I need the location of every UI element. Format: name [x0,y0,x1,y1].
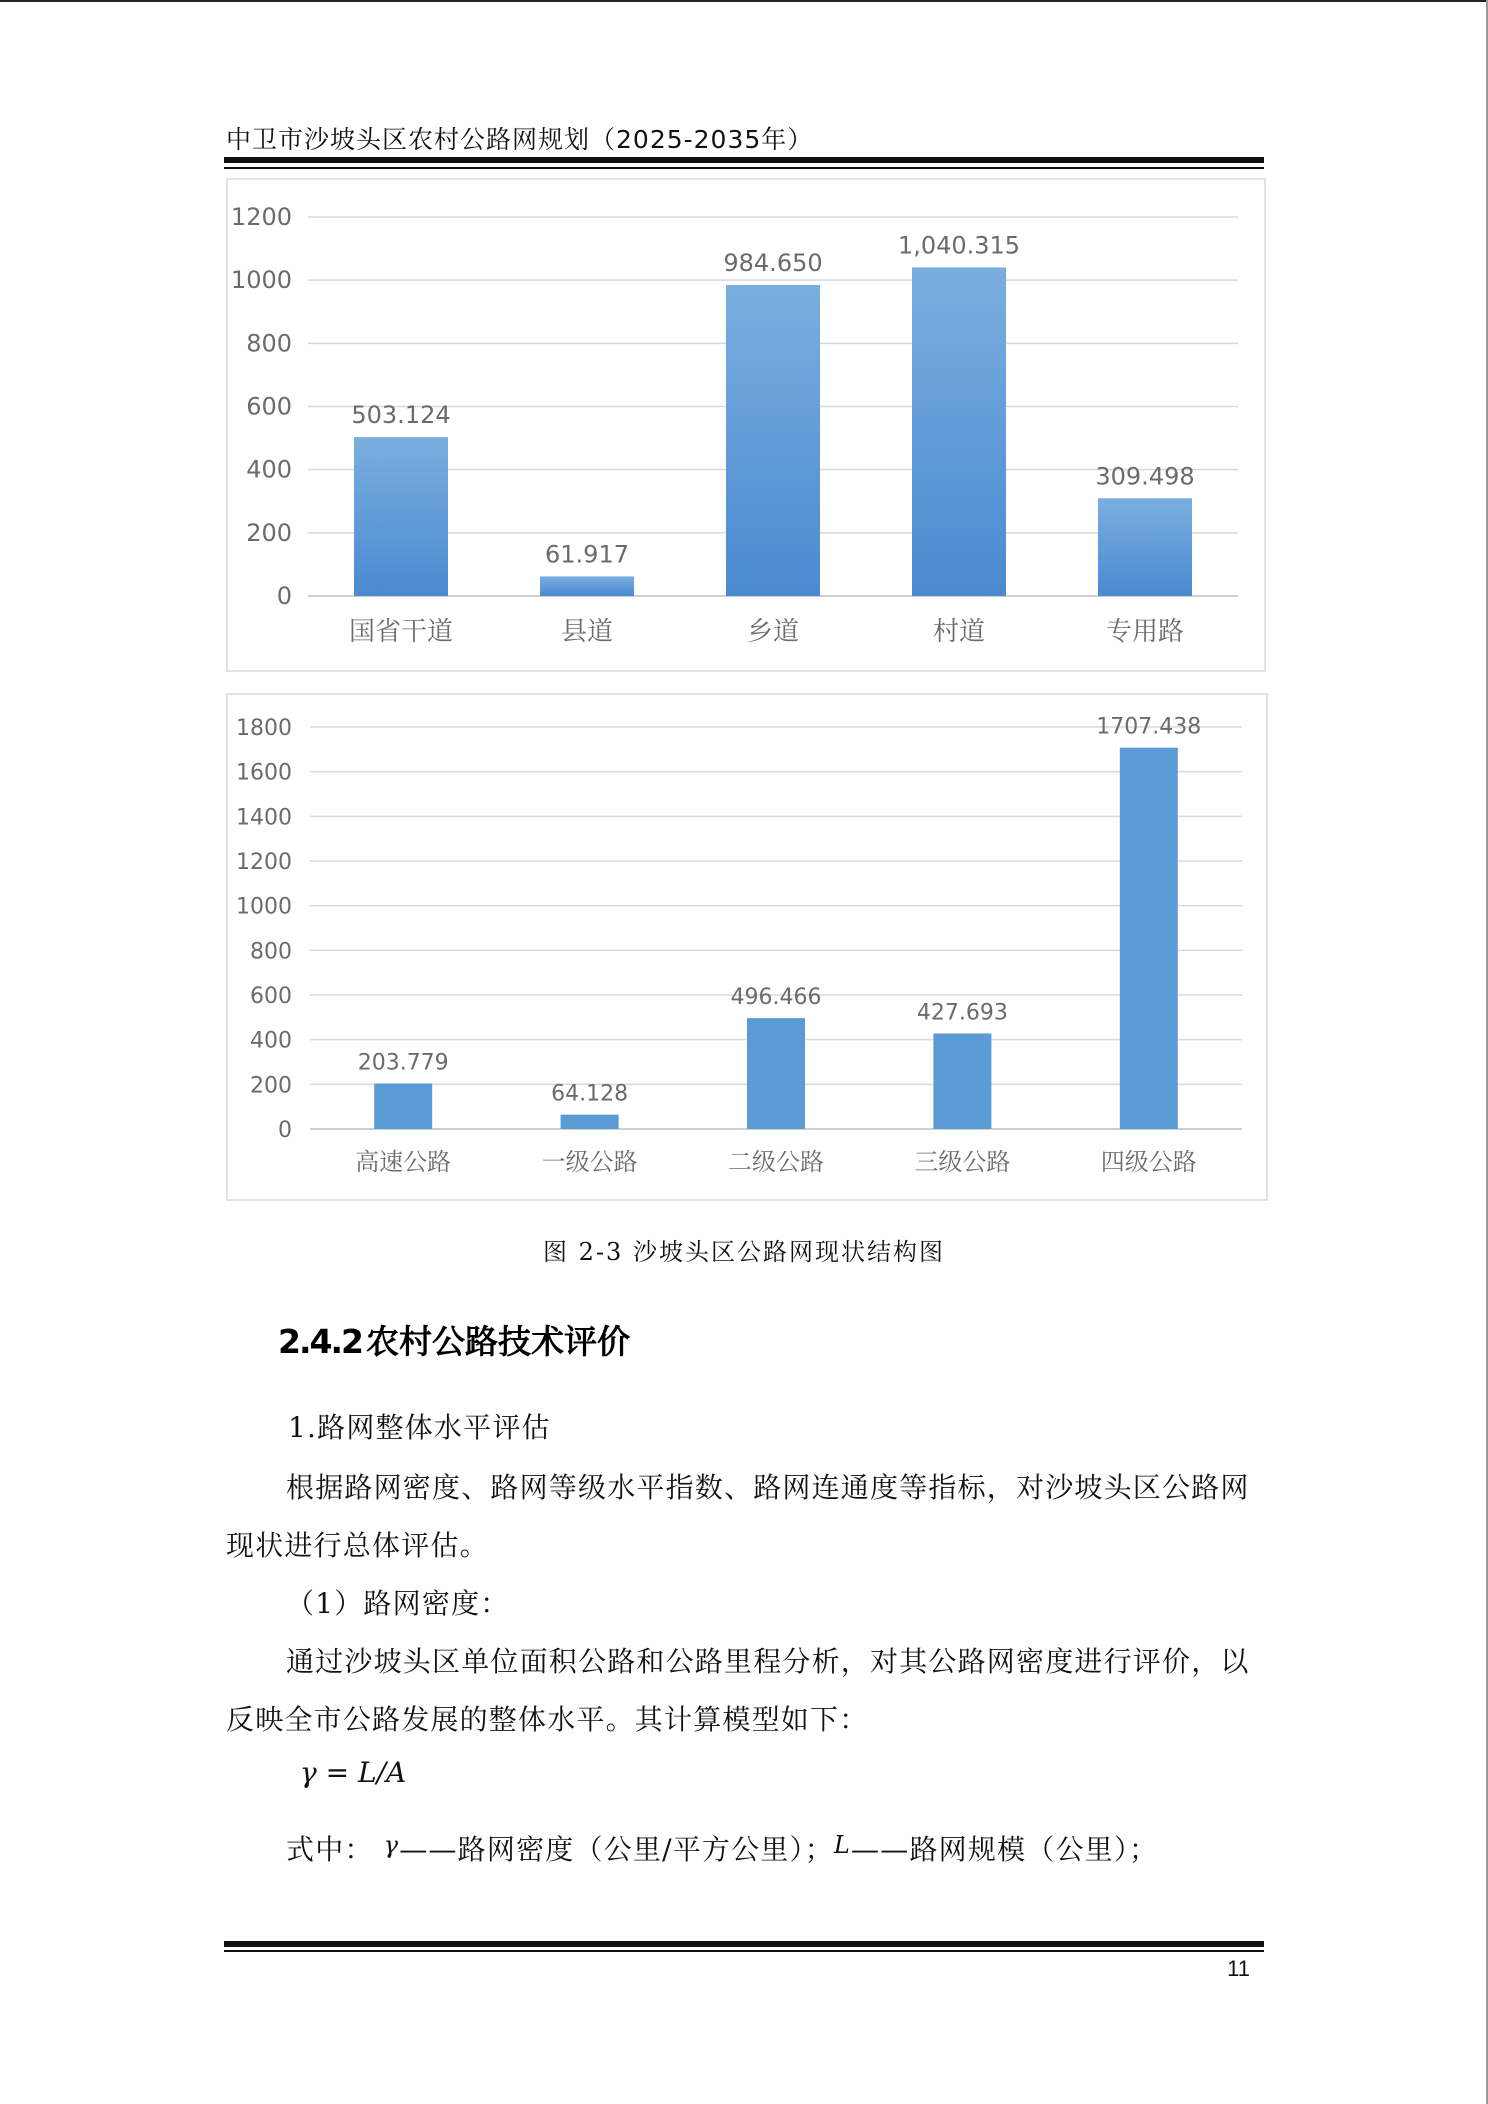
bar [1120,748,1178,1129]
document-header-title: 中卫市沙坡头区农村公路网规划（2025-2035年） [226,125,814,154]
data-label: 1707.438 [1096,714,1202,740]
bar [354,437,448,596]
chart-road-admin-level [226,178,1266,672]
bar [747,1018,805,1129]
x-category-label: 高速公路 [355,1148,452,1176]
data-label: 64.128 [551,1081,629,1107]
footer-rule-thin [224,1950,1264,1952]
y-tick-label: 200 [246,518,292,547]
section-title: 农村公路技术评价 [365,1322,630,1361]
x-category-label: 村道 [932,617,986,647]
section-heading [278,1316,630,1363]
x-category-label: 四级公路 [1100,1148,1197,1176]
y-tick-label: 1600 [236,760,292,786]
bar [933,1033,991,1129]
y-tick-label: 1800 [236,716,292,741]
x-category-label: 一级公路 [541,1148,638,1176]
bar [561,1115,619,1129]
bar [374,1083,432,1129]
paragraph-2-line-2: 反映全市公路发展的整体水平。其计算模型如下： [226,1703,869,1736]
data-label: 496.466 [730,985,822,1011]
page-top-border [0,0,1488,2]
chart-road-technical-grade [226,693,1268,1201]
data-label: 61.917 [545,540,629,569]
item-1-heading: 1.路网整体水平评估 [288,1411,551,1444]
y-tick-label: 1200 [230,203,292,231]
header-rule-thick [224,157,1264,163]
y-tick-label: 400 [246,455,292,484]
data-label: 503.124 [351,401,451,430]
y-tick-label: 600 [246,392,292,421]
footer-rule-thick [224,1941,1264,1947]
y-tick-label: 800 [246,329,292,358]
y-tick-label: 1000 [236,894,292,920]
density-formula: γ = L/A [300,1756,407,1789]
x-category-label: 县道 [560,617,614,647]
bar [912,267,1006,596]
gamma-symbol: γ [383,1831,400,1859]
y-tick-label: 1400 [236,805,292,831]
data-label: 984.650 [723,249,823,278]
y-tick-label: 200 [250,1073,292,1099]
formula-legend [286,1828,1158,1868]
y-tick-label: 0 [276,582,292,610]
data-label: 203.779 [357,1050,449,1076]
y-tick-label: 1000 [230,266,292,295]
header-rule-thin [224,167,1264,169]
chart-road-technical-grade-plot [228,695,1266,1199]
l-description: ——路网规模（公里）； [851,1833,1159,1866]
paragraph-1-line-1: 根据路网密度、路网等级水平指数、路网连通度等指标，对沙坡头区公路网 [286,1471,1250,1504]
x-category-label: 二级公路 [728,1148,824,1176]
data-label: 309.498 [1095,462,1195,491]
x-category-label: 国省干道 [348,617,454,647]
y-tick-label: 600 [250,984,292,1009]
bar [540,576,634,596]
y-tick-label: 1200 [236,850,292,875]
paragraph-1-line-2: 现状进行总体评估。 [226,1529,489,1562]
y-tick-label: 400 [250,1028,292,1054]
chart-road-admin-level-plot [228,180,1264,670]
y-tick-label: 0 [278,1118,292,1143]
bar [726,285,820,596]
paragraph-2-line-1: 通过沙坡头区单位面积公路和公路里程分析，对其公路网密度进行评价，以 [286,1645,1250,1678]
data-label: 1,040.315 [897,231,1021,260]
y-tick-label: 800 [250,939,292,965]
page-number: 11 [1227,1956,1250,1981]
data-label: 427.693 [916,1000,1008,1026]
figure-caption: 图 2-3 沙坡头区公路网现状结构图 [543,1238,945,1266]
section-number: 2.4.2 [278,1322,362,1361]
x-category-label: 乡道 [746,617,800,647]
x-category-label: 三级公路 [914,1148,1011,1176]
item-2-heading: （1）路网密度： [286,1587,510,1620]
gamma-description: ——路网密度（公里/平方公里）； [399,1833,834,1866]
formula-legend-prefix: 式中： [286,1833,374,1866]
l-symbol: L [833,1831,852,1859]
x-category-label: 专用路 [1105,617,1185,647]
bar [1098,498,1192,596]
